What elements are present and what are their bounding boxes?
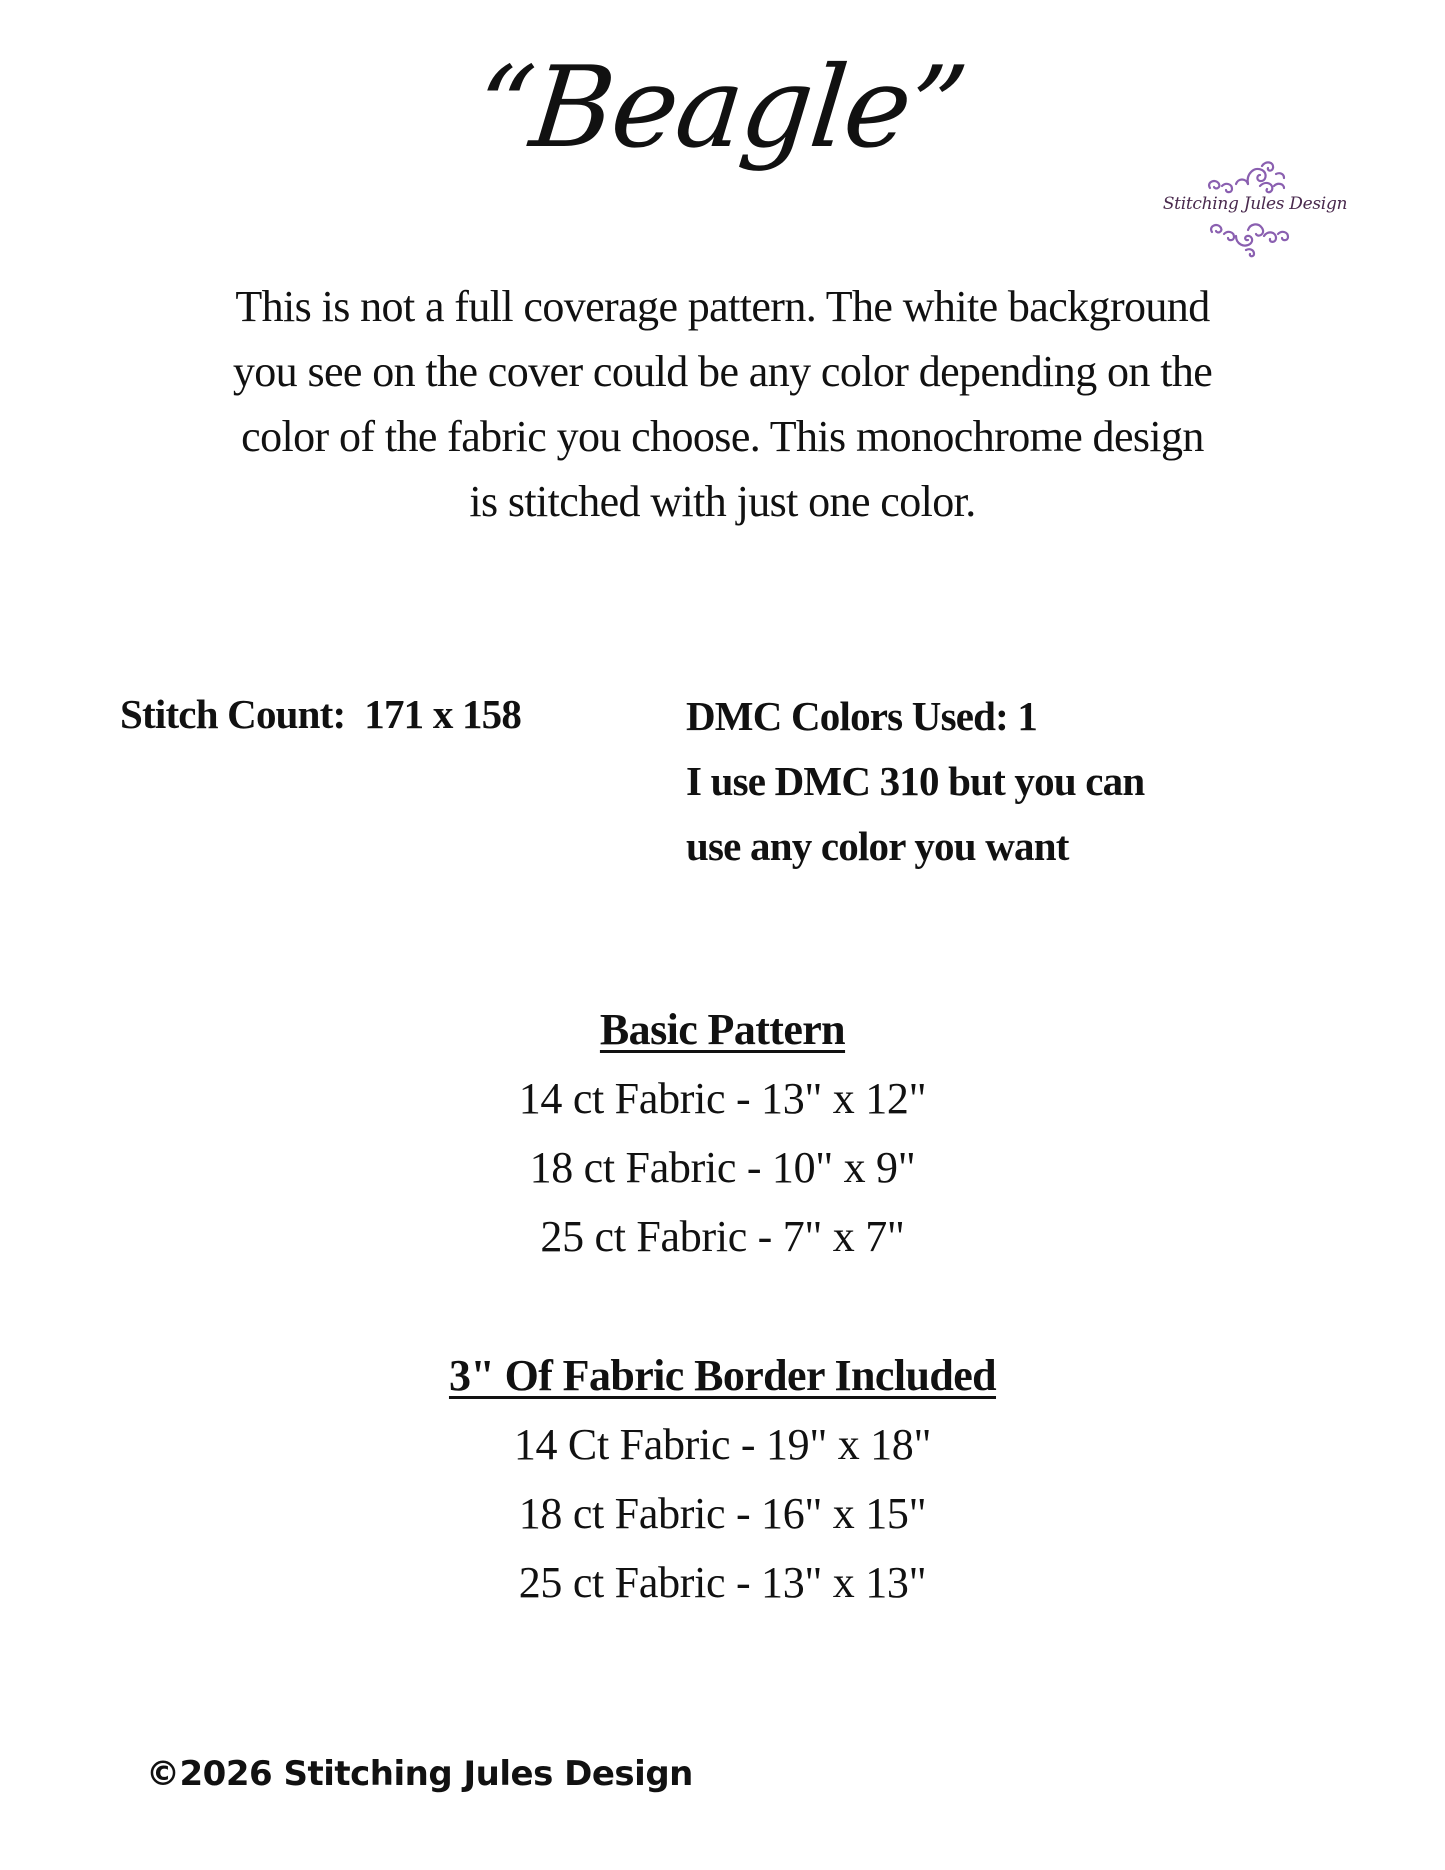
basic-pattern-heading: Basic Pattern bbox=[599, 1005, 846, 1054]
dmc-note-line: use any color you want bbox=[686, 823, 1069, 869]
fabric-size-row: 25 ct Fabric - 7" x 7" bbox=[540, 1212, 905, 1261]
basic-pattern-section bbox=[0, 996, 1445, 1271]
intro-line: you see on the cover could be any color depending on the bbox=[232, 347, 1213, 396]
fabric-size-row: 18 ct Fabric - 10" x 9" bbox=[529, 1143, 916, 1192]
intro-paragraph bbox=[140, 274, 1305, 534]
fabric-size-row: 25 ct Fabric - 13" x 13" bbox=[518, 1558, 927, 1607]
fabric-size-row: 18 ct Fabric - 16" x 15" bbox=[518, 1489, 927, 1538]
stitch-count-label: Stitch Count: bbox=[120, 691, 346, 737]
logo-text: Stitching Jules Design bbox=[1162, 194, 1348, 214]
dmc-colors-info bbox=[686, 684, 1306, 879]
fabric-size-row: 14 ct Fabric - 13" x 12" bbox=[518, 1074, 927, 1123]
intro-line: This is not a full coverage pattern. The white background bbox=[235, 282, 1210, 331]
dmc-colors-used: DMC Colors Used: 1 bbox=[686, 693, 1038, 739]
border-pattern-section bbox=[0, 1342, 1445, 1617]
brand-logo bbox=[1148, 156, 1362, 262]
intro-line: is stitched with just one color. bbox=[469, 477, 976, 526]
dmc-note-line: I use DMC 310 but you can bbox=[686, 758, 1145, 804]
border-pattern-heading: 3" Of Fabric Border Included bbox=[448, 1351, 997, 1400]
intro-line: color of the fabric you choose. This monochrome design bbox=[241, 412, 1204, 461]
pattern-title: “Beagle” bbox=[469, 43, 972, 173]
stitch-count-value: 171 x 158 bbox=[364, 691, 522, 737]
stitch-count bbox=[120, 684, 521, 744]
copyright-notice: ©2026 Stitching Jules Design bbox=[146, 1754, 693, 1794]
fabric-size-row: 14 Ct Fabric - 19" x 18" bbox=[513, 1420, 932, 1469]
